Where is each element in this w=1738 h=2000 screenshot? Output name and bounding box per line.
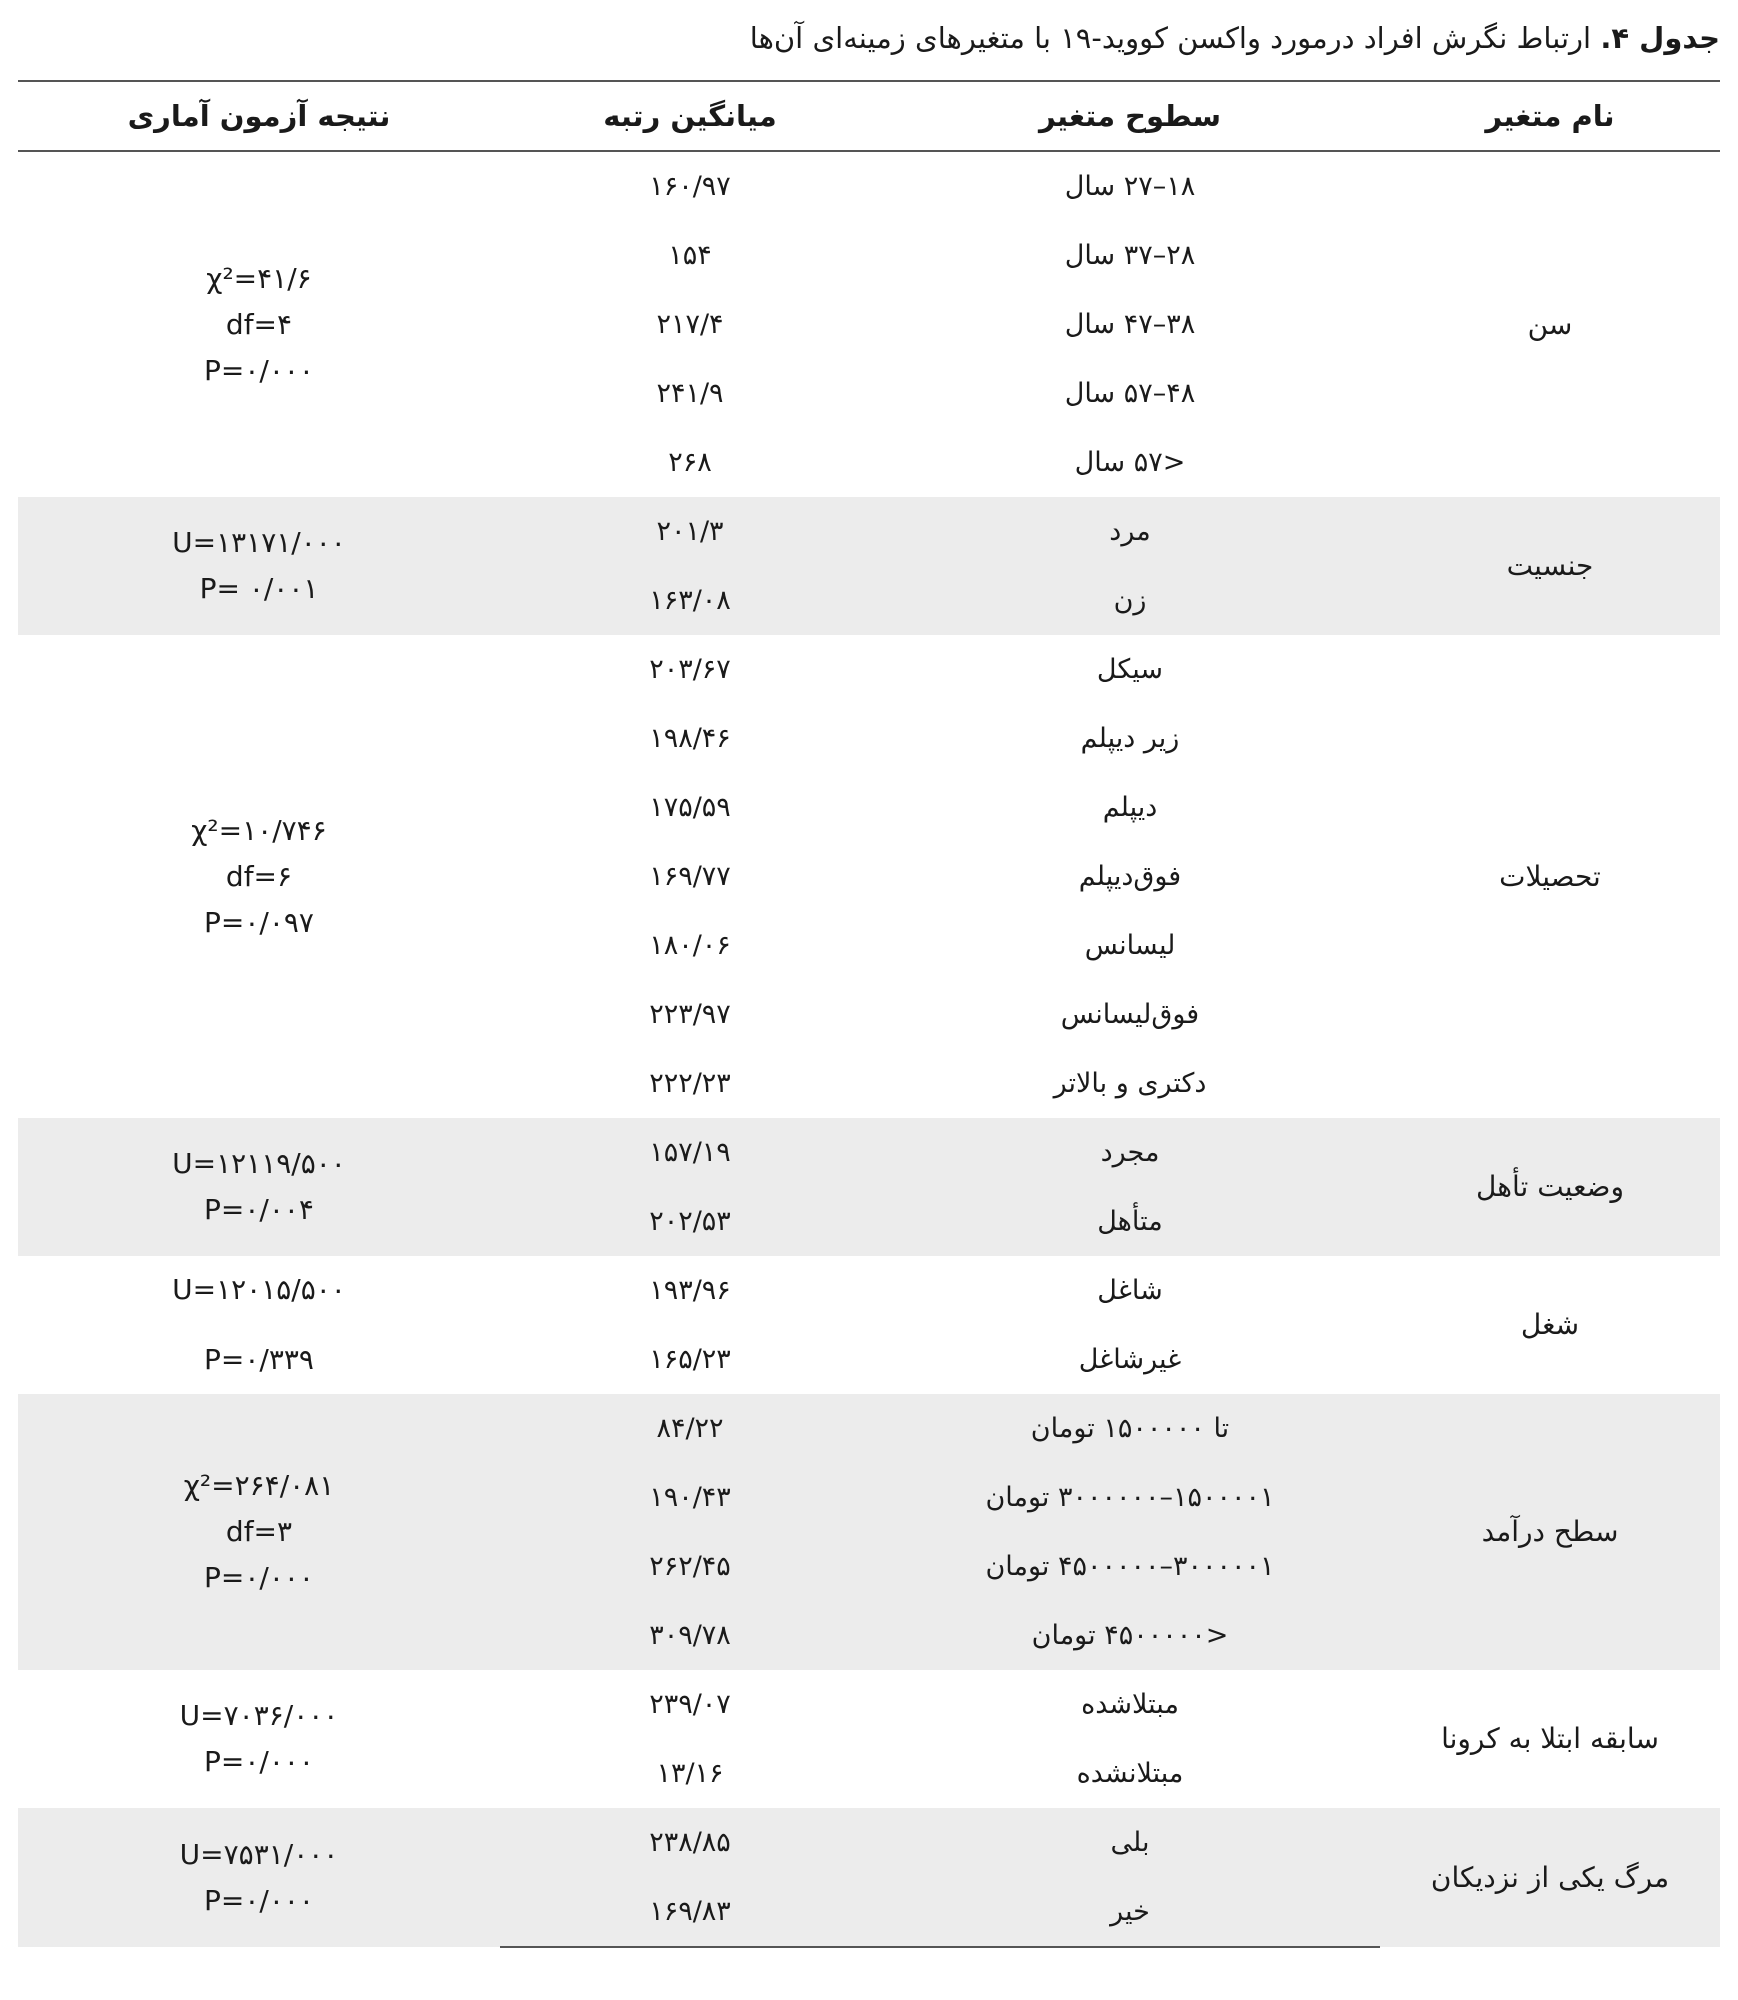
- test-result-line: χ²=۴۱/۶: [206, 261, 312, 295]
- variable-name-cell: سابقه ابتلا به کرونا: [1441, 1722, 1659, 1755]
- mean-rank-cell: ۱۶۹/۸۳: [500, 1877, 880, 1947]
- table-row: [18, 1808, 1720, 1877]
- mean-rank-cell: ۲۰۲/۵۳: [500, 1187, 880, 1256]
- test-result-line: P=۰/۳۳۹: [204, 1343, 314, 1376]
- variable-name-cell: سطح درآمد: [1380, 1394, 1720, 1670]
- variable-name-cell: سن: [1527, 307, 1573, 341]
- test-result-line: P=۰/۰۹۷: [204, 905, 314, 939]
- mean-rank-cell: ۱۳/۱۶: [656, 1757, 724, 1789]
- test-result-cell: [18, 635, 500, 1118]
- mean-rank-cell: ۳۰۹/۷۸: [500, 1601, 880, 1670]
- test-result-line: U=۷۵۳۱/۰۰۰: [179, 1837, 339, 1871]
- results-table: [18, 80, 1720, 1948]
- test-result-line: P=۰/۰۰۰: [204, 1745, 314, 1778]
- mean-rank-cell: ۲۰۳/۶۷: [649, 653, 731, 685]
- mean-rank-cell: ۱۹۸/۴۶: [649, 722, 731, 754]
- table-row: [18, 1670, 1720, 1739]
- test-result-cell: [18, 1394, 500, 1670]
- table-row: [18, 1256, 1720, 1325]
- variable-level-cell: متأهل: [880, 1187, 1380, 1256]
- results-table-wrapper: [18, 80, 1720, 1948]
- mean-rank-cell: ۲۲۲/۲۳: [649, 1067, 731, 1099]
- variable-level-cell: بلی: [880, 1808, 1380, 1877]
- variable-level-cell: ۳۰۰۰۰۰۱–۴۵۰۰۰۰۰ تومان: [880, 1532, 1380, 1601]
- test-result-cell: [18, 151, 500, 497]
- header-mean-rank: میانگین رتبه: [500, 81, 880, 151]
- mean-rank-cell: ۸۴/۲۲: [500, 1394, 880, 1463]
- mean-rank-cell: ۱۶۳/۰۸: [500, 566, 880, 635]
- test-result-line: U=۱۳۱۷۱/۰۰۰: [172, 526, 346, 559]
- variable-name-cell: وضعیت تأهل: [1380, 1118, 1720, 1256]
- caption-text: ارتباط نگرش افراد درمورد واکسن کووید-۱۹ با متغیرهای زمینه‌ای آن‌ها: [749, 21, 1601, 55]
- caption-label: جدول ۴.: [1600, 21, 1720, 55]
- test-result-line: χ²=۱۰/۷۴۶: [191, 813, 327, 847]
- variable-level-cell: دیپلم: [1102, 791, 1158, 823]
- variable-name-cell: تحصیلات: [1499, 859, 1601, 893]
- mean-rank-cell: ۱۶۵/۲۳: [649, 1343, 731, 1375]
- mean-rank-cell: ۱۷۵/۵۹: [649, 791, 731, 823]
- test-result-line: U=۱۲۰۱۵/۵۰۰: [172, 1273, 346, 1306]
- mean-rank-cell: ۱۸۰/۰۶: [649, 929, 731, 961]
- test-result-line: U=۷۰۳۶/۰۰۰: [179, 1699, 339, 1732]
- table-row: [18, 1118, 1720, 1187]
- test-result-line: U=۱۲۱۱۹/۵۰۰: [172, 1147, 346, 1180]
- test-result-line: df=۳: [225, 1515, 293, 1548]
- variable-level-cell: زیر دیپلم: [1080, 722, 1180, 754]
- mean-rank-cell: ۲۴۱/۹: [656, 377, 724, 409]
- test-result-line: df=۶: [225, 859, 293, 893]
- table-header-row: [18, 81, 1720, 151]
- test-result-line: χ²=۲۶۴/۰۸۱: [183, 1469, 335, 1502]
- mean-rank-cell: ۱۹۰/۴۳: [500, 1463, 880, 1532]
- variable-level-cell: تا ۱۵۰۰۰۰۰ تومان: [880, 1394, 1380, 1463]
- table-row: [18, 151, 1720, 221]
- test-result-line: df=۴: [225, 307, 293, 341]
- variable-name-cell: جنسیت: [1380, 497, 1720, 635]
- table-row: [18, 1394, 1720, 1463]
- variable-level-cell: ۱۸–۲۷ سال: [1064, 170, 1196, 202]
- variable-level-cell: مبتلاشده: [1081, 1688, 1179, 1720]
- header-levels: سطوح متغیر: [880, 81, 1380, 151]
- test-result-line: P=۰/۰۰۴: [204, 1193, 314, 1226]
- variable-level-cell: فوق‌لیسانس: [1060, 998, 1200, 1030]
- test-result-line: P=۰/۰۰۰: [204, 1883, 314, 1917]
- variable-level-cell: ۱۵۰۰۰۰۱–۳۰۰۰۰۰۰ تومان: [880, 1463, 1380, 1532]
- mean-rank-cell: ۱۵۴: [668, 239, 712, 271]
- mean-rank-cell: ۲۱۷/۴: [656, 308, 724, 340]
- mean-rank-cell: ۲۳۸/۸۵: [500, 1808, 880, 1877]
- table-caption: [750, 14, 1720, 62]
- variable-level-cell: فوق‌دیپلم: [1078, 860, 1182, 892]
- variable-level-cell: زن: [880, 566, 1380, 635]
- mean-rank-cell: ۲۰۱/۳: [500, 497, 880, 566]
- variable-level-cell: مجرد: [880, 1118, 1380, 1187]
- variable-level-cell: مبتلانشده: [1076, 1757, 1184, 1789]
- header-variable: نام متغیر: [1380, 81, 1720, 151]
- variable-name-cell: مرگ یکی از نزدیکان: [1380, 1808, 1720, 1947]
- variable-level-cell: <۴۵۰۰۰۰۰ تومان: [880, 1601, 1380, 1670]
- mean-rank-cell: ۲۳۹/۰۷: [649, 1688, 731, 1720]
- variable-level-cell: لیسانس: [1084, 929, 1176, 961]
- test-result-line: P=۰/۰۰۰: [204, 353, 314, 387]
- variable-level-cell: ۳۸–۴۷ سال: [1064, 308, 1196, 340]
- variable-level-cell: ۴۸–۵۷ سال: [1064, 377, 1196, 409]
- mean-rank-cell: ۱۶۰/۹۷: [649, 170, 731, 202]
- variable-level-cell: مرد: [880, 497, 1380, 566]
- header-test-result: نتیجه آزمون آماری: [18, 81, 500, 151]
- mean-rank-cell: ۱۶۹/۷۷: [649, 860, 731, 892]
- test-result-cell: [18, 1256, 500, 1394]
- test-result-cell: [18, 1670, 500, 1808]
- variable-level-cell: دکتری و بالاتر: [1053, 1067, 1207, 1099]
- mean-rank-cell: ۲۲۳/۹۷: [649, 998, 731, 1030]
- table-row: [18, 635, 1720, 704]
- table-row: [18, 497, 1720, 566]
- mean-rank-cell: ۱۹۳/۹۶: [649, 1274, 731, 1306]
- variable-level-cell: خیر: [880, 1877, 1380, 1947]
- mean-rank-cell: ۲۶۲/۴۵: [500, 1532, 880, 1601]
- test-result-cell: [18, 1118, 500, 1256]
- variable-level-cell: غیرشاغل: [1078, 1343, 1182, 1375]
- variable-level-cell: سیکل: [1096, 653, 1164, 685]
- variable-level-cell: <۵۷ سال: [1074, 446, 1186, 478]
- table-body: [18, 151, 1720, 1947]
- mean-rank-cell: ۲۶۸: [668, 446, 712, 478]
- variable-level-cell: ۲۸–۳۷ سال: [1064, 239, 1196, 271]
- test-result-line: P= ۰/۰۰۱: [199, 572, 319, 605]
- test-result-cell: [18, 1808, 500, 1947]
- test-result-cell: [18, 497, 500, 635]
- mean-rank-cell: ۱۵۷/۱۹: [500, 1118, 880, 1187]
- variable-name-cell: شغل: [1520, 1308, 1580, 1341]
- variable-level-cell: شاغل: [1097, 1274, 1163, 1306]
- test-result-line: P=۰/۰۰۰: [204, 1561, 314, 1594]
